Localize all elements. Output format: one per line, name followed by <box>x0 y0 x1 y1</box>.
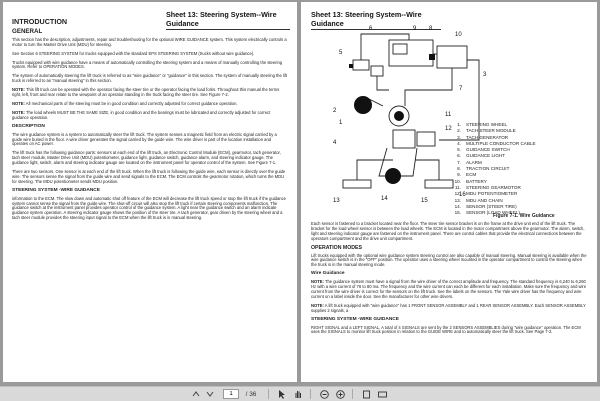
legend-number: 11. <box>454 184 461 190</box>
figure-legend <box>449 122 589 216</box>
paragraph: Each sensor is fastened to a bracket located near the floor. The steer tire sensor bracket is on the frame at the drive unit end of the lift truck. The bracket for the load wheel sensor is between the load wheels. The ECM is located in the motor compartment above the gearmotor. The alarm, switch, light and steering indicator gauge are fastened on the instrument panel. There are control cables that provide the electrical connections between the operators compartment and the drive unit compartment. <box>311 221 585 241</box>
legend-text: TACH GENERATOR <box>466 134 509 140</box>
legend-text: STEERING GEARMOTOR <box>466 184 521 190</box>
note-text: The guidance system must have a signal from the wire driver of the correct amplitude and frequency. The standard frequency is 6,240 to 6,260 Hz with a wire current of 76 to 80 ma. The frequency and the wire current can each be different for each installation. Make sure the frequency and wire current from the wire driver is correct for the sensors on the lift truck. See the labels on the sensors. The Yale wire driver has the frequency and wire current on a label inside the door. See the manufacturer for other wire drivers. <box>311 279 587 299</box>
legend-text: TACH STEER MODULE <box>466 128 516 134</box>
note <box>311 304 587 314</box>
chevron-up-icon <box>192 390 200 398</box>
legend-number: 12. <box>454 191 461 197</box>
zoom-in-button[interactable] <box>334 389 346 399</box>
legend-text: SENSOR (STEER TIRE) <box>466 203 517 209</box>
diagram-callout: 3 <box>483 72 487 78</box>
note-text: The load wheels MUST BE THE SAME SIZE, in good condition and the bearings must be lubricated and correctly adjusted for correct guidance operation. <box>12 109 271 120</box>
paragraph: information to the ECM. The slow down and automatic shut off feature of the ECM will decrease the lift truck speed or stop the lift truck if the guidance system cannot sense the signal from the guide wire. The shut-off circuit will also stop the lift truck if certain steering components malfunction. The guidance switch at the instrument panel provides operator control of the guidance system. A light near the guidance switch and an alarm indicate guidance system operation. A steering indicator gauge shows the position of the steer tire. A tach generator, gear driven by the steering wheel and a tach steer module provides the steering input signal to the ECM when the lift truck is in manual steering. <box>12 195 286 221</box>
minus-circle-icon <box>320 390 329 399</box>
legend-text: MDU AND CHAIN <box>466 197 503 203</box>
paragraph: See Section 6 STEERING SYSTEM for trucks equipped with the standard EPS STEERING SYSTEM (trucks without wire guidance). <box>12 50 255 56</box>
traction-circuit-box <box>393 44 407 54</box>
right-page-body <box>311 222 587 339</box>
legend-number: 8. <box>457 166 461 172</box>
paragraph: The lift truck has the following guidance parts: sensors at each end of the lift truck, an Electronic Control Module (ECM), gearmotor, tach generator, tach steer module, Master Drive Unit (MDU) potentiometer, guidance light, guidance switch, guidance alarm, and steering indicator gauge. The guidance light, switch, alarm and steering indicator gauge are located on the instrument panel for operator control of the system. See Figure 7-1. <box>12 150 281 166</box>
hand-icon <box>294 390 303 399</box>
fit-width-button[interactable] <box>376 389 388 399</box>
diagram-callout: 14 <box>381 196 388 202</box>
cable <box>415 160 439 180</box>
heading-steering-system: STEERING SYSTEM -WIRE GUIDANCE <box>12 187 100 193</box>
next-page-button[interactable] <box>204 389 216 399</box>
legend-text: MDU POTENTIOMETER <box>466 191 518 197</box>
cable <box>361 34 409 60</box>
legend-text: BATTERY <box>466 178 487 184</box>
page-count: / 36 <box>245 390 257 398</box>
paragraph: The system of automatically steering the lift truck is referred to as "wire guidance" or "guidance" in this section. The system of manually steering the lift truck is referred to as "manual steering" in this section. <box>12 73 288 84</box>
paragraph: Lift trucks equipped with the optional wire guidance system steering control are also capable of manual steering. Manual steering is available when the wire guidance switch is in the "OFF" position. The operator uses a steering wheel mounted in the operator compartment to control the steering when the truck is in the manual steering mode. <box>311 252 587 268</box>
legend-number: 4. <box>457 140 461 146</box>
note-text: A lift truck equipped with "wire guidance" has 1 FRONT SENSOR ASSEMBLY and 1 REAR SENSOR ASSEMBLY. Each SENSOR ASSEMBLY supplies 2 signals, a <box>311 302 586 313</box>
note-label: NOTE: <box>12 87 25 93</box>
legend-text: MULTIPLE CONDUCTOR CABLE <box>466 140 536 146</box>
tach-generator-hub <box>394 111 404 121</box>
connector-block <box>429 54 435 60</box>
heading-general: GENERAL <box>12 27 43 35</box>
steering-wheel-shape <box>354 96 372 114</box>
legend-number: 14. <box>454 203 461 209</box>
legend-number: 10. <box>454 178 461 184</box>
guidance-light-lens <box>349 64 353 68</box>
legend-number: 7. <box>457 159 461 165</box>
page-number-input[interactable] <box>223 389 239 399</box>
mdu-potentiometer-shape <box>417 132 435 146</box>
diagram-callout: 6 <box>369 26 373 32</box>
note <box>12 102 288 107</box>
left-page-body <box>12 18 288 225</box>
guidance-switch-shape <box>371 66 383 76</box>
cable <box>377 76 389 90</box>
legend-number: 3. <box>457 134 461 140</box>
paragraph: Trucks equipped with wire guidance have a means of automatically controlling the steering system and a means of manually controlling the steering system. Refer to OPERATION MODES. <box>12 59 283 70</box>
note <box>12 88 288 98</box>
paragraph: There are two sensors. One sensor is at each end of the lift truck. When the lift truck is following the guide wire, each sensor is directly over the guide wire. The sensors sense the signal from the guide wire and send signals to the ECM. The ECM controls the gearmotor rotation, which turns the MDU for steering. The MDU potentiometer sends MDU position. <box>12 169 286 184</box>
cable <box>405 68 452 106</box>
diagram-callout: 10 <box>455 32 462 38</box>
viewer-toolbar <box>0 386 600 401</box>
diagram-callout: 16 <box>459 192 466 198</box>
steering-gearmotor-shape <box>393 130 415 148</box>
note <box>12 111 288 121</box>
sensor-steer-tire-shape <box>343 180 371 188</box>
note-label: NOTE: <box>311 302 324 308</box>
page-input-wrap <box>222 389 240 399</box>
diagram-callout: 12 <box>445 126 452 132</box>
left-page <box>3 2 297 382</box>
legend-number: 9. <box>457 172 461 178</box>
legend-text: ECM <box>466 172 477 178</box>
note-text: All mechanical parts of the steering must be in good condition and correctly adjusted for correct guidance operation. <box>24 100 238 106</box>
plus-circle-icon <box>336 390 345 399</box>
diagram-callout: 13 <box>333 198 340 204</box>
legend-text: STEERING WHEEL <box>466 122 508 127</box>
heading-steering-system: STEERING SYSTEM -WIRE GUIDANCE <box>311 316 399 322</box>
legend-number: 5. <box>457 147 461 153</box>
fit-width-icon <box>378 390 387 399</box>
chevron-down-icon <box>206 390 214 398</box>
legend-number: 13. <box>454 197 461 203</box>
heading-description: DESCRIPTION <box>12 123 45 129</box>
diagram-callout: 1 <box>339 120 343 126</box>
diagram-callout: 5 <box>339 50 343 56</box>
heading-operation-modes: OPERATION MODES <box>311 244 362 251</box>
diagram-callout: 4 <box>333 140 337 146</box>
diagram-callout: 7 <box>459 86 463 92</box>
legend-number: 2. <box>457 128 461 134</box>
sheet-title: Sheet 13: Steering System--Wire Guidance <box>166 10 290 30</box>
legend-text: GUIDANCE SWITCH <box>466 147 510 153</box>
diagram-callout: 9 <box>413 26 417 32</box>
note-text: This lift truck can be operated with the operator facing the steer tire or the operator facing the load forks. Throughout this manual the terms right, left, front and rear relate to the viewpoint of an operator standing in the truck facing the steer tire. See Figure 7-2. <box>12 87 280 98</box>
guidance-light-shape <box>353 60 369 70</box>
heading-introduction: INTRODUCTION <box>12 17 68 26</box>
fit-page-icon <box>362 390 371 399</box>
legend-text: GUIDANCE LIGHT <box>466 153 506 159</box>
zoom-out-button[interactable] <box>318 389 330 399</box>
ecm-box <box>437 46 467 68</box>
paragraph: The wire guidance system is a system to automatically steer the lift truck. The system senses a magnetic field from an electric signal carried by a guide wire buried in the floor. A wire driver generates the signal carried by the guide wire. The wire driver is part of the location installation and operates on AC power. <box>12 131 277 147</box>
drive-tire-shape <box>385 168 401 184</box>
toolbar-divider <box>310 389 311 399</box>
sheet-title: Sheet 13: Steering System--Wire Guidance <box>311 10 441 30</box>
previous-page-button[interactable] <box>190 389 202 399</box>
diagram-callout: 11 <box>445 112 452 118</box>
legend-text: SENSOR (LOAD WHEEL) <box>466 210 520 216</box>
diagram-callout: 8 <box>429 26 433 32</box>
fit-page-button[interactable] <box>360 389 372 399</box>
pointer-tool-button[interactable] <box>276 389 288 399</box>
legend-text: ALARM <box>466 159 482 165</box>
legend-number: 6. <box>457 153 461 159</box>
figure-caption: Figure 7-1. Wire Guidance <box>493 213 555 219</box>
note <box>311 280 587 300</box>
hand-tool-button[interactable] <box>292 389 304 399</box>
toolbar-divider <box>352 389 353 399</box>
paragraph: RIGHT SIGNAL and a LEFT SIGNAL. A total of 4 SIGNALS are sent by the 2 SENSORS ASSEMBLIES during "wire guidance" operation. The ECM uses the SIGNALS to monitor lift truck position in relation to the GUIDE WIRE and to automatically steer the lift truck. See Page 7-2. <box>311 324 581 335</box>
cursor-icon <box>278 390 286 399</box>
diagram-callout: 15 <box>421 198 428 204</box>
note-label: NOTE: <box>12 109 25 115</box>
note-label: NOTE: <box>311 279 324 285</box>
diagram-callout: 2 <box>333 108 337 114</box>
paragraph: This section has the description, adjustments, repair and troubleshooting for the optional WIRE GUIDANCE system. This system electrically controls a motor to turn the Master Drive Unit (MDU) for steering. <box>12 36 287 47</box>
note-label: NOTE: <box>12 100 25 106</box>
right-page <box>301 2 597 382</box>
legend-number: 15. <box>454 210 461 216</box>
legend-number: 1. <box>457 122 461 127</box>
legend-text: TRACTION CIRCUIT <box>466 166 510 172</box>
toolbar-divider <box>268 389 269 399</box>
heading-wire-guidance: Wire Guidance <box>311 271 345 277</box>
